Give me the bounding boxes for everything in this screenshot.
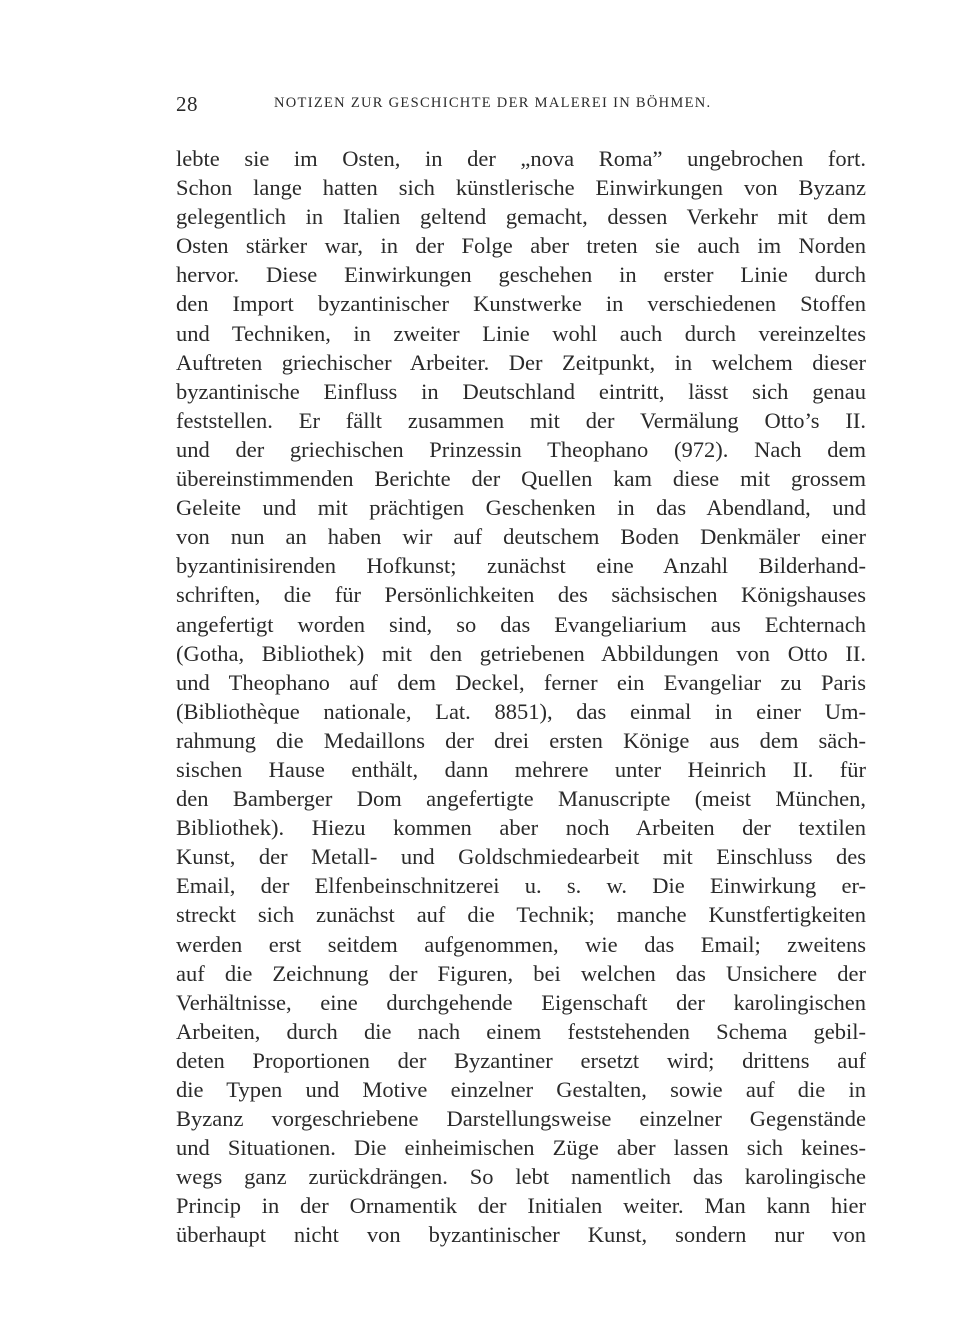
text-line: lebte sie im Osten, in der „nova Roma” ungebrochen fort.	[176, 146, 866, 171]
text-line: wegs ganz zurückdrängen. So lebt namentlich das karolingische	[176, 1164, 866, 1190]
text-line: und der griechischen Prinzessin Theophano (972). Nach dem	[176, 436, 866, 462]
text-line: byzantinische Einfluss in Deutschland eintritt, lässt sich genau	[176, 378, 866, 404]
text-line: und Situationen. Die einheimischen Züge aber lassen sich keines-	[176, 1135, 866, 1161]
page-header	[176, 92, 866, 118]
text-line: und Theophano auf dem Deckel, ferner ein Evangeliar zu Paris	[176, 669, 866, 695]
text-line: Bibliothek). Hiezu kommen aber noch Arbeiten der textilen	[176, 815, 866, 841]
text-line: Auftreten griechischer Arbeiter. Der Zeitpunkt, in welchem dieser	[176, 349, 866, 375]
text-line: Schon lange hatten sich künstlerische Einwirkungen von Byzanz	[176, 175, 866, 201]
text-line: werden erst seitdem aufgenommen, wie das Email; zweitens	[176, 931, 866, 957]
text-line: Kunst, der Metall- und Goldschmiedearbeit mit Einschluss des	[176, 844, 866, 870]
text-line: Byzanz vorgeschriebene Darstellungsweise einzelner Gegenstände	[176, 1106, 866, 1132]
text-line: (Gotha, Bibliothek) mit den getriebenen Abbildungen von Otto II.	[176, 640, 866, 666]
text-line: übereinstimmenden Berichte der Quellen kam diese mit grossem	[176, 466, 866, 492]
text-line: byzantinisirenden Hofkunst; zunächst eine Anzahl Bilderhand-	[176, 553, 866, 579]
text-line: deten Proportionen der Byzantiner ersetzt wird; drittens auf	[176, 1047, 866, 1073]
text-line: gelegentlich in Italien geltend gemacht, dessen Verkehr mit dem	[176, 204, 866, 230]
text-line: überhaupt nicht von byzantinischer Kunst, sondern nur von	[176, 1222, 866, 1248]
text-line: schriften, die für Persönlichkeiten des sächsischen Königshauses	[176, 582, 866, 608]
text-line: Arbeiten, durch die nach einem feststehenden Schema gebil-	[176, 1018, 866, 1044]
text-line: streckt sich zunächst auf die Technik; manche Kunstfertigkeiten	[176, 902, 866, 928]
body-text	[176, 144, 866, 1250]
text-line: den Bamberger Dom angefertigte Manuscripte (meist München,	[176, 786, 866, 812]
page-number: 28	[176, 92, 198, 116]
text-line: Princip in der Ornamentik der Initialen weiter. Man kann hier	[176, 1193, 866, 1219]
text-line: angefertigt worden sind, so das Evangeliarium aus Echternach	[176, 611, 866, 637]
text-line: (Bibliothèque nationale, Lat. 8851), das einmal in einer Um-	[176, 698, 866, 724]
text-line: den Import byzantinischer Kunstwerke in verschiedenen Stoffen	[176, 291, 866, 317]
text-line: sischen Hause enthält, dann mehrere unter Heinrich II. für	[176, 756, 866, 782]
text-line: Geleite und mit prächtigen Geschenken in das Abendland, und	[176, 495, 866, 521]
text-line: auf die Zeichnung der Figuren, bei welchen das Unsichere der	[176, 960, 866, 986]
text-line: Osten stärker war, in der Folge aber treten sie auch im Norden	[176, 233, 866, 259]
text-line: die Typen und Motive einzelner Gestalten, sowie auf die in	[176, 1077, 866, 1102]
text-line: feststellen. Er fällt zusammen mit der Vermälung Otto’s II.	[176, 407, 866, 433]
text-line: und Techniken, in zweiter Linie wohl auch durch vereinzeltes	[176, 320, 866, 346]
running-title: NOTIZEN ZUR GESCHICHTE DER MALEREI IN BÖHMEN.	[274, 95, 712, 111]
text-line: Email, der Elfenbeinschnitzerei u. s. w. Die Einwirkung er-	[176, 873, 866, 899]
text-line: von nun an haben wir auf deutschem Boden Denkmäler einer	[176, 524, 866, 550]
text-line: Verhältnisse, eine durchgehende Eigenschaft der karolingischen	[176, 989, 866, 1015]
text-line: rahmung die Medaillons der drei ersten Könige aus dem säch-	[176, 727, 866, 753]
text-line: hervor. Diese Einwirkungen geschehen in erster Linie durch	[176, 262, 866, 288]
